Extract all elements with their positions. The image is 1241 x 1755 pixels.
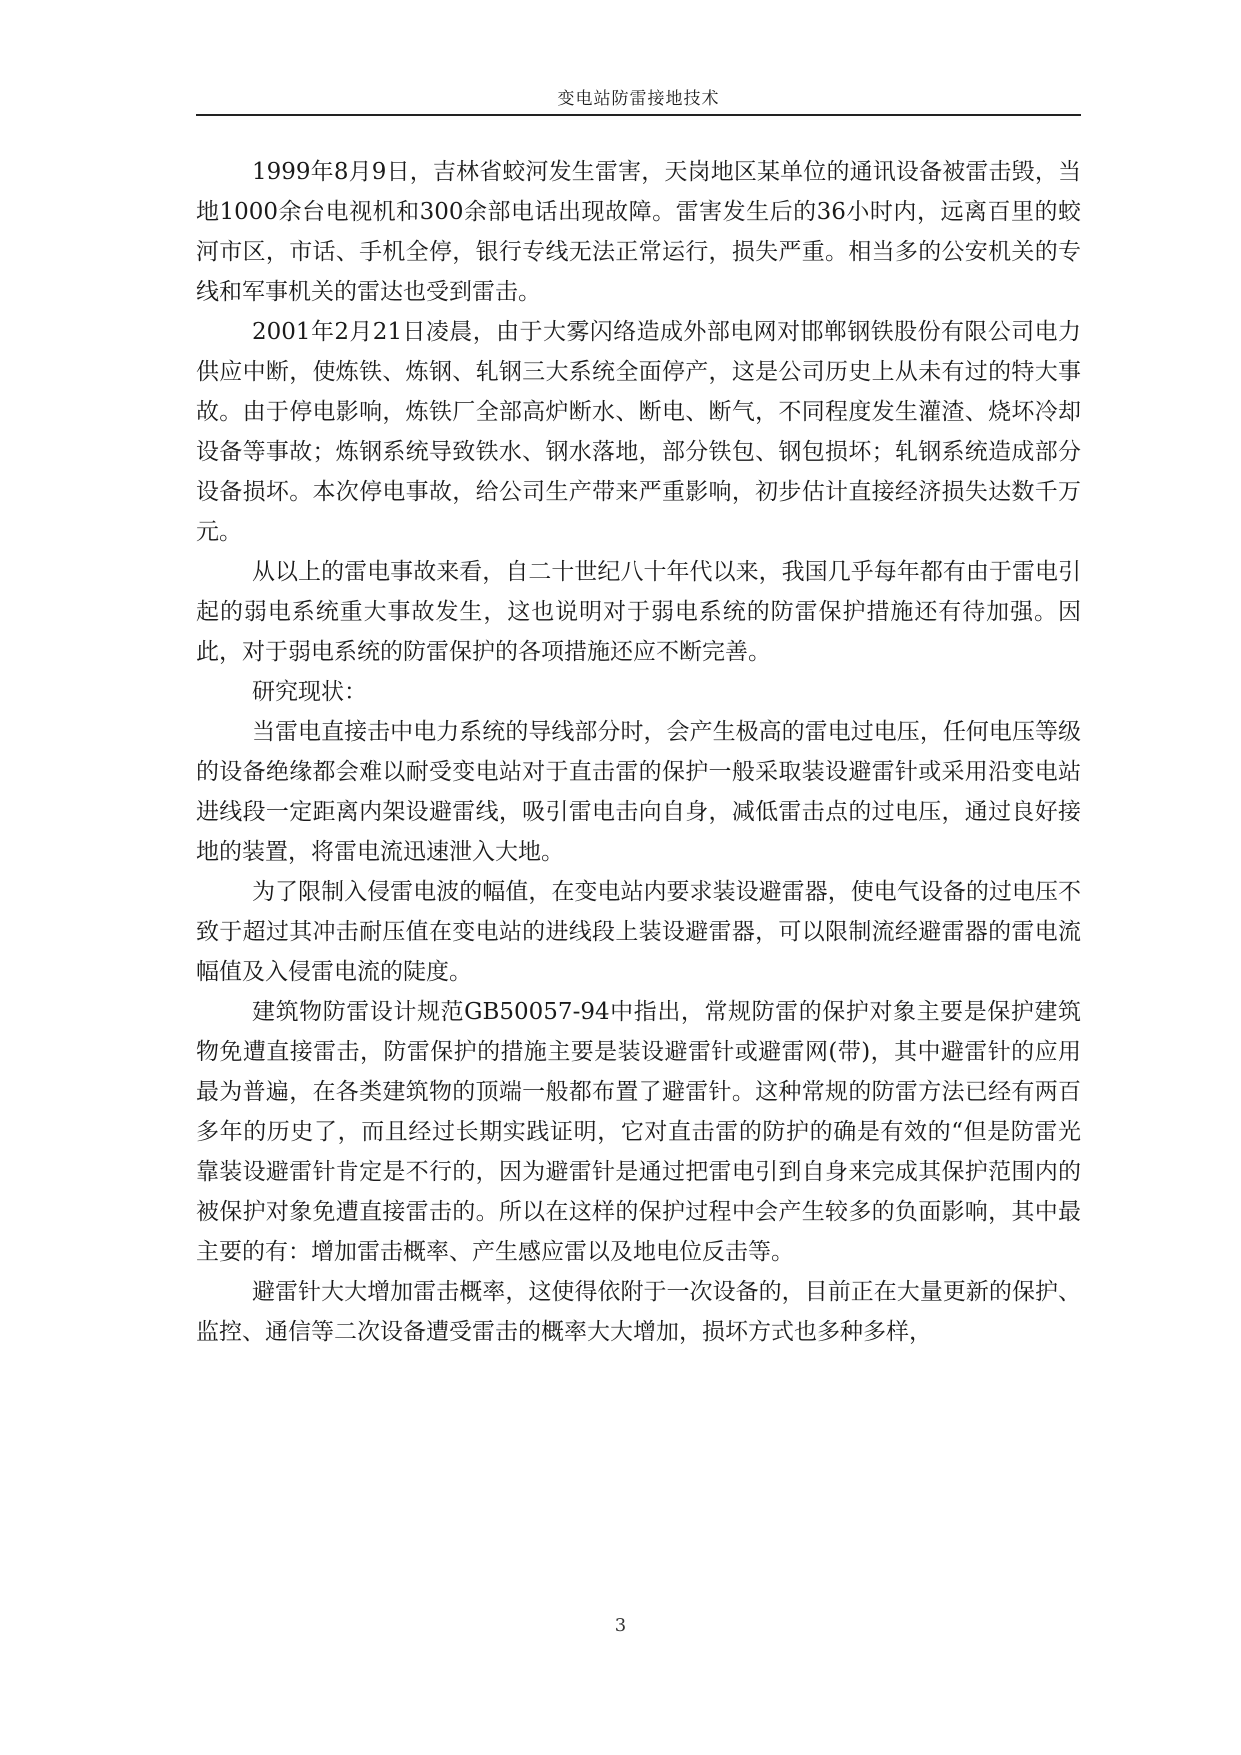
paragraph: 1999年8月9日，吉林省蛟河发生雷害，天岗地区某单位的通讯设备被雷击毁，当地1000余台电视机和300余部电话出现故障。雷害发生后的36小时内，远离百里的蛟河市区，市话、手机全停，银行专线无法正常运行，损失严重。相当多的公安机关的专线和军事机关的雷达也受到雷击。	[196, 159, 1081, 305]
paragraph: 2001年2月21日凌晨，由于大雾闪络造成外部电网对邯郸钢铁股份有限公司电力供应中断，使炼铁、炼钢、轧钢三大系统全面停产，这是公司历史上从未有过的特大事故。由于停电影响，炼铁厂全部高炉断水、断电、断气，不同程度发生灌渣、烧坏冷却设备等事故；炼钢系统导致铁水、钢水落地，部分铁包、钢包损坏；轧钢系统造成部分设备损坏。本次停电事故，给公司生产带来严重影响，初步估计直接经济损失达数千万元。	[196, 319, 1081, 545]
section-label: 研究现状：	[252, 679, 367, 705]
paragraph: 避雷针大大增加雷击概率，这使得依附于一次设备的，目前正在大量更新的保护、监控、通信等二次设备遭受雷击的概率大大增加，损坏方式也多种多样，	[196, 1279, 1081, 1345]
paragraph: 建筑物防雷设计规范GB50057-94中指出，常规防雷的保护对象主要是保护建筑物免遭直接雷击，防雷保护的措施主要是装设避雷针或避雷网(带)，其中避雷针的应用最为普遍，在各类建筑物的顶端一般都布置了避雷针。这种常规的防雷方法已经有两百多年的历史了，而且经过长期实践证明，它对直击雷的防护的确是有效的“但是防雷光靠装设避雷针肯定是不行的，因为避雷针是通过把雷电引到自身来完成其保护范围内的被保护对象免遭直接雷击的。所以在这样的保护过程中会产生较多的负面影响，其中最主要的有：增加雷击概率、产生感应雷以及地电位反击等。	[196, 999, 1081, 1265]
body-text	[196, 152, 1081, 1352]
running-header: 变电站防雷接地技术	[196, 84, 1081, 116]
page-number: 3	[614, 1615, 627, 1636]
paragraph: 为了限制入侵雷电波的幅值，在变电站内要求装设避雷器，使电气设备的过电压不致于超过其冲击耐压值在变电站的进线段上装设避雷器，可以限制流经避雷器的雷电流幅值及入侵雷电流的陡度。	[196, 879, 1081, 985]
paragraph: 从以上的雷电事故来看，自二十世纪八十年代以来，我国几乎每年都有由于雷电引起的弱电系统重大事故发生，这也说明对于弱电系统的防雷保护措施还有待加强。因此，对于弱电系统的防雷保护的各项措施还应不断完善。	[196, 559, 1081, 665]
paragraph: 当雷电直接击中电力系统的导线部分时，会产生极高的雷电过电压，任何电压等级的设备绝缘都会难以耐受变电站对于直击雷的保护一般采取装设避雷针或采用沿变电站进线段一定距离内架设避雷线，吸引雷电击向自身，减低雷击点的过电压，通过良好接地的装置，将雷电流迅速泄入大地。	[196, 719, 1081, 865]
